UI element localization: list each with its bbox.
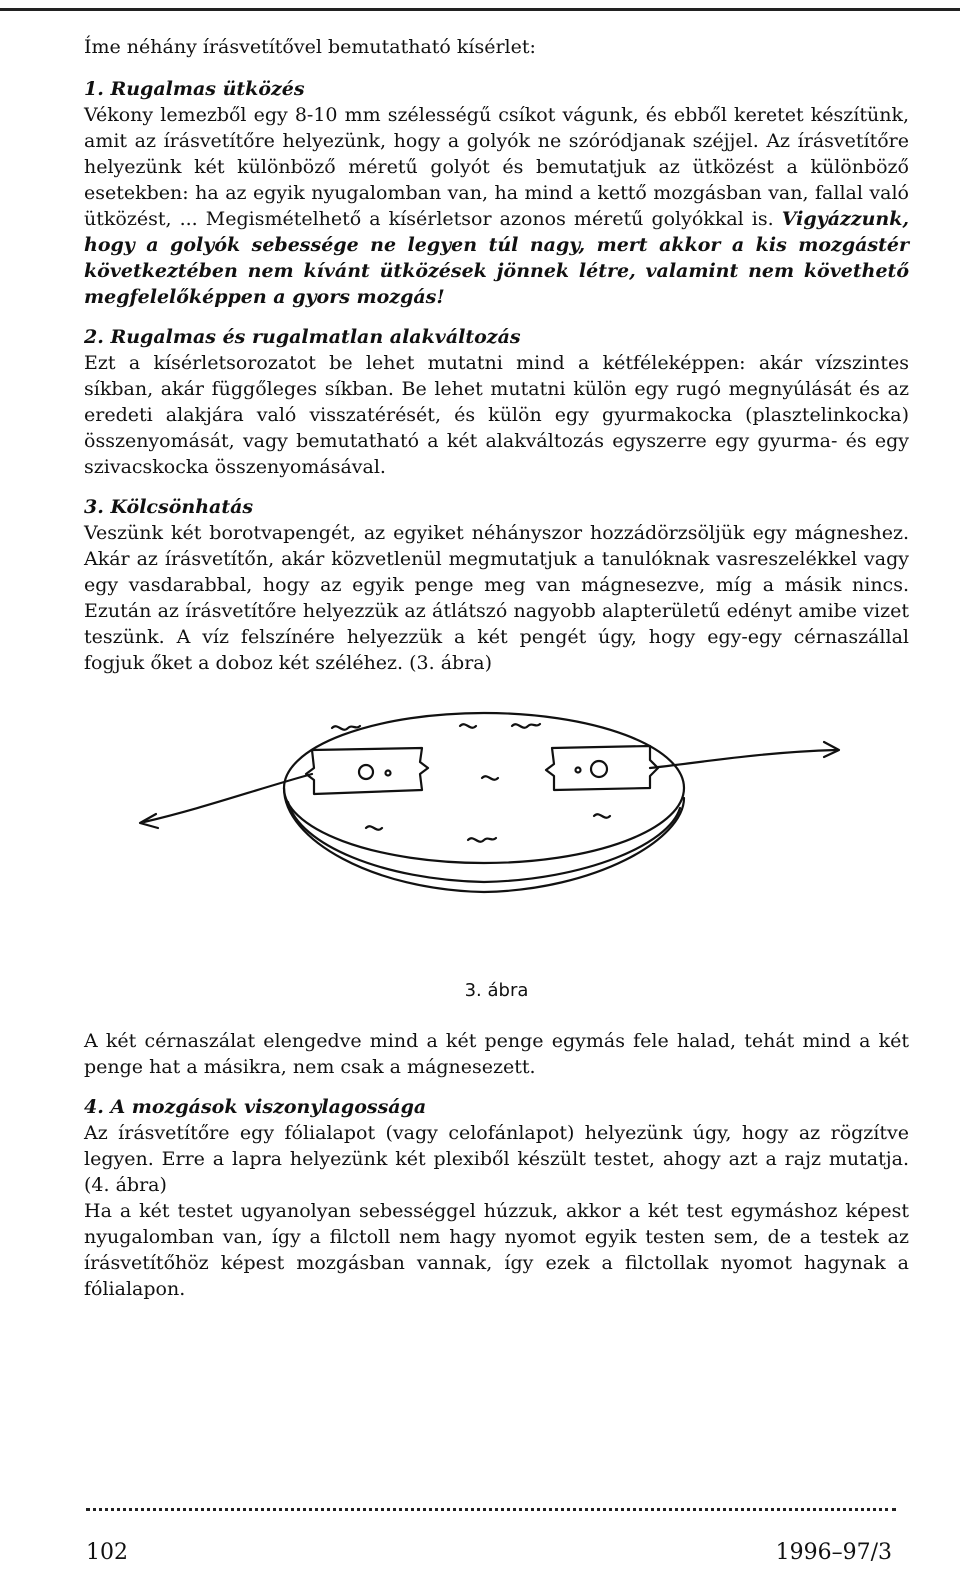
warning-text: Vigyázzunk, hogy a golyók sebessége ne legyen túl nagy, mert akkor a kis mozgástér következtében nem kívánt ütközések jönnek létre, valamint nem követhető megfelelőképpen a gyors mozgás! (84, 208, 909, 308)
figure-followup-text: A két cérnaszálat elengedve mind a két penge egymás fele halad, tehát mind a két penge hat a másikra, nem csak a mágnesezett. (84, 1030, 909, 1078)
ripple (468, 838, 496, 842)
footer-rule (86, 1508, 896, 1511)
left-blade-outline (306, 748, 428, 794)
section-body: Az írásvetítőre egy fólialapot (vagy celofánlapot) helyezünk úgy, hogy az rögzítve legyen. Erre a lapra helyezünk két plexiből készült testet, ahogy azt a rajz mutatja. (4. ábra) (84, 1122, 909, 1196)
section-body: Veszünk két borotvapengét, az egyiket néhányszor hozzádörzsöljük egy mágneshez. Akár az írásvetítőn, akár közvetlenül megmutatjuk a tanulóknak vasreszelékkel vagy egy vasdarabbal, hogy az egyik penge meg van mágnesezve, míg a másik nincs. Ezután az írásvetítőre helyezzük az átlátszó nagyobb alapterületű edényt amibe vizet teszünk. A víz felszínére helyezzük a két pengét úgy, hogy egy-egy cérnaszállal fogjuk őket a doboz két széléhez. (3. ábra) (84, 522, 909, 674)
section-body: Ezt a kísérletsorozatot be lehet mutatni mind a kétféleképpen: akár vízszintes síkban, akár függőleges síkban. Be lehet mutatni külön egy rugó megnyúlását és az eredeti alakjára való visszatérését, és külön egy gyurmakocka (plasztelinkocka) összenyomását, vagy bemutatható a két alakváltozás egyszerre egy gyurma- és egy szivacskocka összenyomásával. (84, 352, 909, 478)
ripple (366, 826, 382, 829)
page-number: 102 (86, 1540, 128, 1565)
section-heading: 2. Rugalmas és rugalmatlan alakváltozás (84, 326, 521, 348)
intro-text: Íme néhány írásvetítővel bemutatható kísérlet: (84, 36, 536, 58)
section-heading: 3. Kölcsönhatás (84, 496, 254, 518)
ripple (460, 724, 476, 727)
section-2 (84, 324, 909, 480)
figure-3-drawing (84, 690, 909, 975)
right-blade-outline (546, 746, 658, 790)
ripple (594, 814, 610, 817)
section-heading: 1. Rugalmas ütközés (84, 78, 305, 100)
ripple (482, 776, 498, 779)
right-blade-hole (591, 761, 607, 777)
figure-caption: 3. ábra (464, 980, 529, 1001)
section-heading: 4. A mozgások viszonylagossága (84, 1096, 427, 1118)
figure-3 (84, 690, 909, 1010)
ripple (332, 726, 360, 730)
section-body (84, 102, 909, 310)
right-thread (650, 750, 836, 768)
left-blade-dot (386, 771, 391, 776)
article-body (84, 34, 909, 1316)
ripple (512, 724, 540, 728)
figure-followup (84, 1028, 909, 1080)
section-body-text: Vékony lemezből egy 8-10 mm szélességű csíkot vágunk, és ebből keretet készítünk, amit az írásvetítőre helyezünk, hogy a golyók ne szóródjanak széjjel. Az írásvetítőre helyezünk két különböző méretű golyót és bemutatjuk az ütközést a különböző esetekben: ha az egyik nyugalomban van, ha mind a kettő mozgásban van, fallal való ütközést, ... Megismételhető a kísérletsor azonos méretű golyókkal is. (84, 104, 909, 230)
left-blade-hole (359, 765, 373, 779)
issue-number: 1996–97/3 (775, 1540, 892, 1565)
section-4 (84, 1094, 909, 1302)
top-rule (0, 8, 960, 11)
section-body: Ha a két testet ugyanolyan sebességgel húzzuk, akkor a két test egymáshoz képest nyugalomban van, így a filctoll nem hagy nyomot egyik testen sem, de a testek az írásvetítőhöz képest mozgásban vannak, így ezek a filctollak nyomot hagynak a fólialapon. (84, 1200, 909, 1300)
section-3 (84, 494, 909, 676)
right-blade-dot (576, 768, 581, 773)
section-1 (84, 76, 909, 310)
